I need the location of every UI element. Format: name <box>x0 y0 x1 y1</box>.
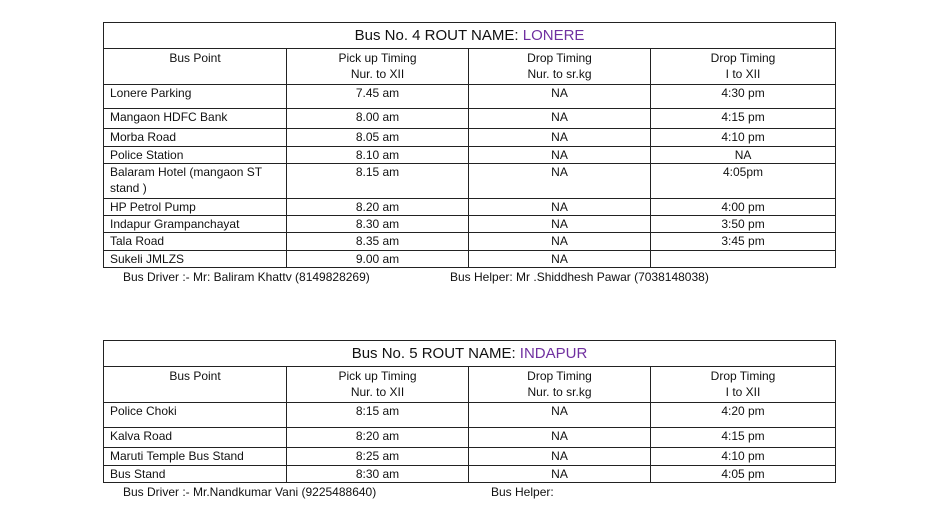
drop-time-nur: NA <box>469 428 651 448</box>
drop-time-nur: NA <box>469 129 651 147</box>
header-bus-point: Bus Point <box>104 367 287 403</box>
bus-number-label: Bus No. 5 ROUT NAME: <box>351 345 520 362</box>
header-drop-nur: Drop Timing Nur. to sr.kg <box>469 367 651 403</box>
route-block-indapur <box>103 340 835 501</box>
route-table <box>103 340 836 483</box>
pickup-time: 8.20 am <box>287 199 469 216</box>
drop-time-std: 4:10 pm <box>651 129 836 147</box>
table-row <box>104 428 836 448</box>
pickup-time: 7.45 am <box>287 85 469 109</box>
staff-line <box>103 268 835 286</box>
table-row <box>104 164 836 199</box>
route-table <box>103 22 836 268</box>
table-row <box>104 199 836 216</box>
drop-time-std: 3:50 pm <box>651 216 836 233</box>
drop-time-std <box>651 251 836 268</box>
table-row <box>104 448 836 466</box>
header-drop-std: Drop Timing I to XII <box>651 367 836 403</box>
bus-driver: Bus Driver :- Mr: Baliram Khattv (8149828269) <box>123 270 370 284</box>
pickup-time: 8.30 am <box>287 216 469 233</box>
drop-time-nur: NA <box>469 85 651 109</box>
drop-time-std: 4:20 pm <box>651 403 836 428</box>
bus-driver: Bus Driver :- Mr.Nandkumar Vani (9225488640) <box>123 485 377 499</box>
table-row <box>104 233 836 251</box>
bus-helper: Bus Helper: Mr .Shiddhesh Pawar (7038148038) <box>450 270 709 284</box>
table-row <box>104 216 836 233</box>
drop-time-nur: NA <box>469 216 651 233</box>
table-row <box>104 129 836 147</box>
drop-time-std: 4:00 pm <box>651 199 836 216</box>
header-pickup: Pick up Timing Nur. to XII <box>287 367 469 403</box>
table-row <box>104 466 836 483</box>
stop-point: Lonere Parking <box>104 85 287 109</box>
staff-line <box>103 483 835 501</box>
stop-point: Tala Road <box>104 233 287 251</box>
drop-time-std: NA <box>651 147 836 164</box>
stop-point: Indapur Grampanchayat <box>104 216 287 233</box>
stop-point: Maruti Temple Bus Stand <box>104 448 287 466</box>
drop-time-nur: NA <box>469 109 651 129</box>
route-title <box>104 23 836 49</box>
stop-point: Police Station <box>104 147 287 164</box>
pickup-time: 8.05 am <box>287 129 469 147</box>
drop-time-std: 3:45 pm <box>651 233 836 251</box>
header-drop-std: Drop Timing I to XII <box>651 49 836 85</box>
table-row <box>104 147 836 164</box>
table-row <box>104 85 836 109</box>
bus-helper: Bus Helper: <box>491 485 554 499</box>
stop-point: Morba Road <box>104 129 287 147</box>
pickup-time: 8.35 am <box>287 233 469 251</box>
drop-time-std: 4:15 pm <box>651 428 836 448</box>
stop-point: Mangaon HDFC Bank <box>104 109 287 129</box>
pickup-time: 8:20 am <box>287 428 469 448</box>
header-bus-point: Bus Point <box>104 49 287 85</box>
table-row <box>104 251 836 268</box>
drop-time-nur: NA <box>469 251 651 268</box>
route-name: INDAPUR <box>519 345 588 362</box>
stop-point: HP Petrol Pump <box>104 199 287 216</box>
drop-time-std: 4:30 pm <box>651 85 836 109</box>
pickup-time: 8:15 am <box>287 403 469 428</box>
pickup-time: 8:25 am <box>287 448 469 466</box>
header-pickup: Pick up Timing Nur. to XII <box>287 49 469 85</box>
drop-time-nur: NA <box>469 147 651 164</box>
pickup-time: 8:30 am <box>287 466 469 483</box>
route-name: LONERE <box>522 27 585 44</box>
drop-time-std: 4:05 pm <box>651 466 836 483</box>
route-title <box>104 341 836 367</box>
drop-time-nur: NA <box>469 466 651 483</box>
header-drop-nur: Drop Timing Nur. to sr.kg <box>469 49 651 85</box>
bus-number-label: Bus No. 4 ROUT NAME: <box>354 27 523 44</box>
pickup-time: 8.00 am <box>287 109 469 129</box>
pickup-time: 8.10 am <box>287 147 469 164</box>
pickup-time: 8.15 am <box>287 164 469 199</box>
stop-point: Police Choki <box>104 403 287 428</box>
drop-time-nur: NA <box>469 403 651 428</box>
route-block-lonere <box>103 22 835 286</box>
stop-point: Bus Stand <box>104 466 287 483</box>
drop-time-std: 4:10 pm <box>651 448 836 466</box>
table-row <box>104 109 836 129</box>
drop-time-nur: NA <box>469 448 651 466</box>
stop-point: Sukeli JMLZS <box>104 251 287 268</box>
stop-point: Balaram Hotel (mangaon ST stand ) <box>104 164 287 199</box>
drop-time-nur: NA <box>469 164 651 199</box>
stop-point: Kalva Road <box>104 428 287 448</box>
pickup-time: 9.00 am <box>287 251 469 268</box>
drop-time-nur: NA <box>469 199 651 216</box>
drop-time-std: 4:05pm <box>651 164 836 199</box>
drop-time-std: 4:15 pm <box>651 109 836 129</box>
drop-time-nur: NA <box>469 233 651 251</box>
table-row <box>104 403 836 428</box>
